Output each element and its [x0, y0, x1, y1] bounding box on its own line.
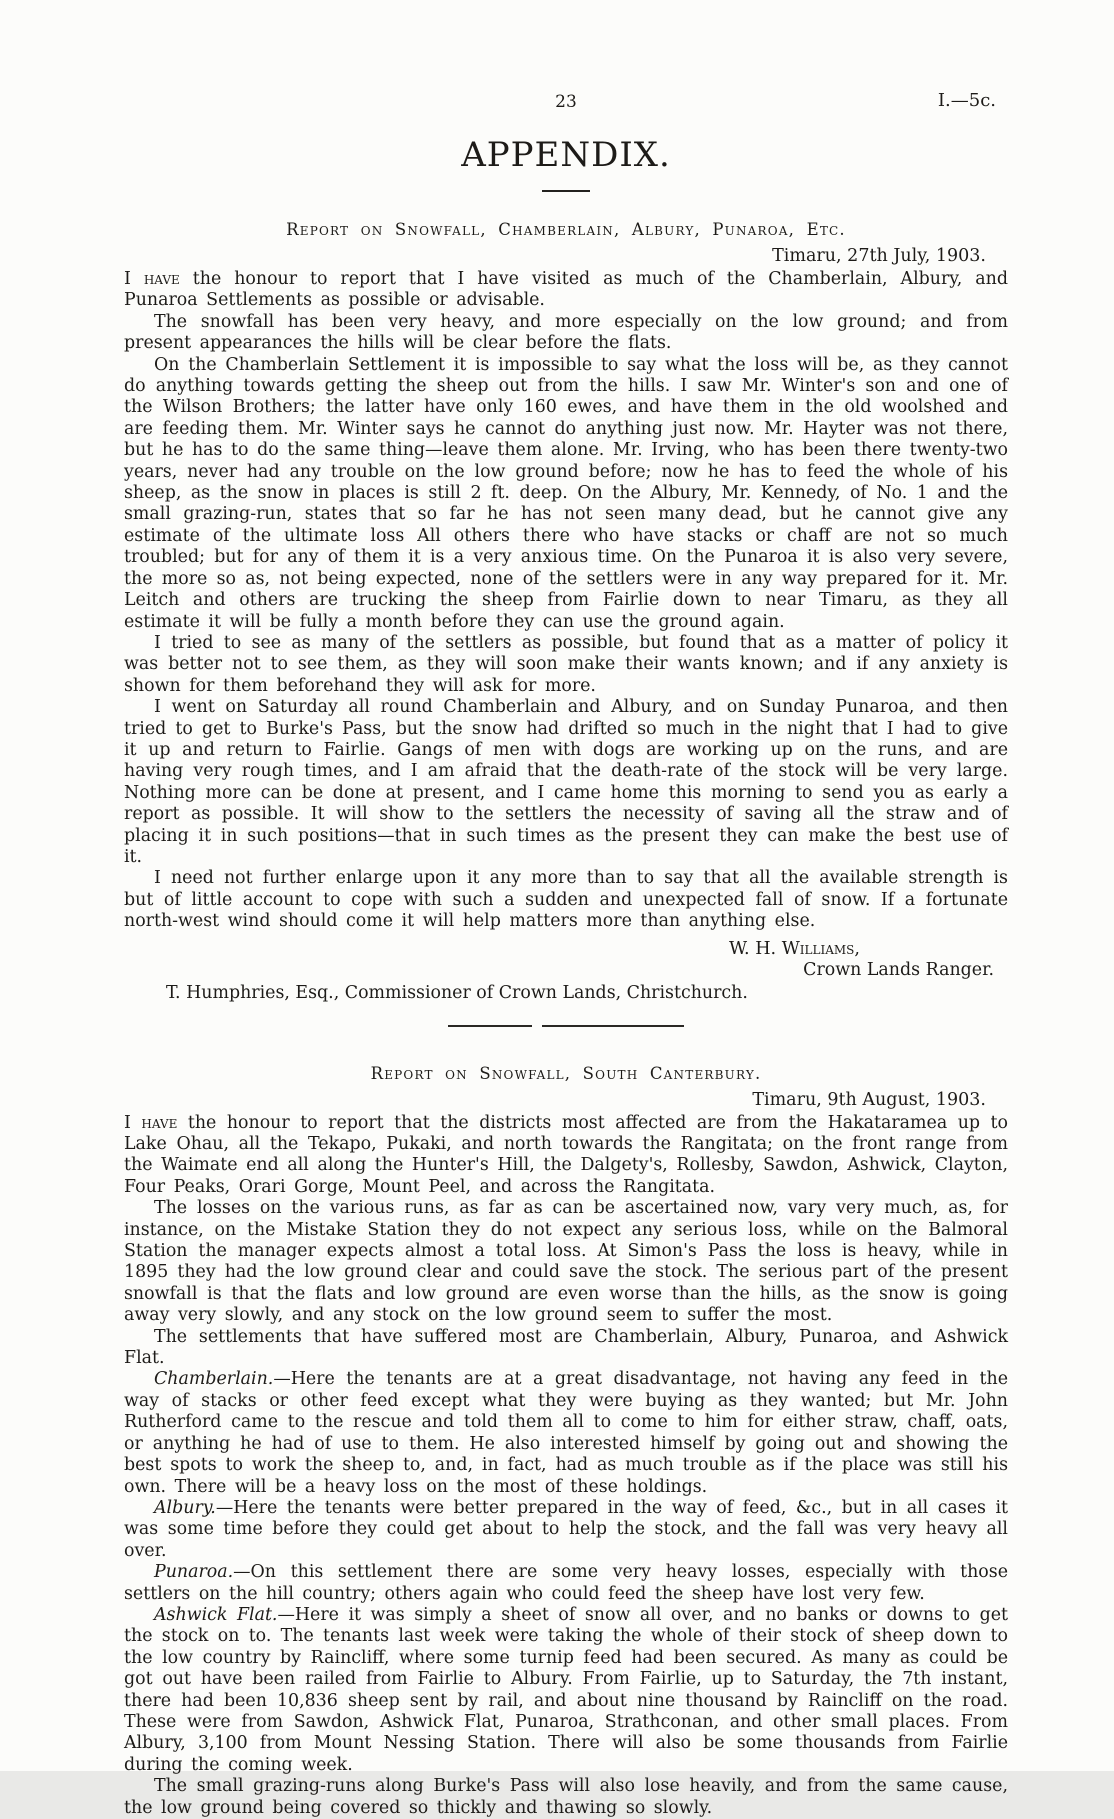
opening-phrase: I have [124, 1112, 178, 1133]
settlement-name: Punaroa. [154, 1562, 234, 1583]
appendix-title: APPENDIX. [461, 135, 671, 175]
paragraph: I need not further enlarge upon it any more than to say that all the available strength is but of little account to cope with such a sudden and unexpected fall of snow. If a fortunate north-west wind should come it will help matters more than anything else. [124, 868, 1008, 932]
title-rule [542, 190, 590, 192]
report-snowfall-south-canterbury [124, 1064, 1008, 1819]
signature-title: Crown Lands Ranger. [803, 959, 994, 980]
dateline: Timaru, 27th July, 1903. [772, 246, 986, 266]
paragraph: I have the honour to report that the districts most affected are from the Hakataramea up to Lake Ohau, all the Tekapo, Pukaki, and north towards the Rangitata; on the front range from the Waimate end all along the Hunter's Hill, the Dalgety's, Rollesby, Sawdon, Ashwick, Clayton, Four Peaks, Orari Gorge, Mount Peel, and across the Rangitata. [124, 1112, 1009, 1197]
opening-phrase: I have [124, 269, 180, 289]
paragraph: I went on Saturday all round Chamberlain and Albury, and on Sunday Punaroa, and then tried to get to Burke's Pass, but the snow had drifted so much in the night that I had to give it up and return to Fairlie. Gangs of men with dogs are working up on the runs, and are having very rough times, and I am afraid that the death-rate of the stock will be very large. Nothing more can be done at present, and I came home this morning to send you as early a report as possible. It will show to the settlers the necessity of saving all the straw and of placing it in such positions—that in such times as the present they can make the best use of it. [124, 697, 1008, 867]
paragraph: The settlements that have suffered most are Chamberlain, Albury, Punaroa, and Ashwick Flat. [124, 1326, 1008, 1369]
paragraph: I tried to see as many of the settlers as possible, but found that as a matter of policy it was better not to see them, as they will soon make their wants known; and if any anxiety is shown for them beforehand they will ask for more. [124, 632, 1008, 696]
document-reference: I.—5c. [937, 90, 996, 111]
signature-name: W. H. Williams, [729, 938, 860, 959]
paragraph: On the Chamberlain Settlement it is impossible to say what the loss will be, as they cannot do anything towards getting the sheep out from the hills. I saw Mr. Winter's son and one of the Wilson Brothers; the latter have only 160 ewes, and have them in the old woolshed and are feeding them. Mr. Winter says he cannot do anything just now. Mr. Hayter was not there, but he has to do the same thing—leave them alone. Mr. Irving, who has been there twenty-two years, never had any trouble on the low ground before; now he has to feed the whole of his sheep, as the snow in places is still 2 ft. deep. On the Albury, Mr. Kennedy, of No. 1 and the small grazing-run, states that so far he has not seen many dead, but he cannot give any estimate of the ultimate loss All others there who have stacks or chaff are not so much troubled; but for any of them it is a very anxious time. On the Punaroa it is also very severe, the more so as, not being expected, none of the settlers were in any way prepared for it. Mr. Leitch and others are trucking the sheep from Fairlie down to near Timaru, as they all estimate it will be fully a month before they can use the ground again. [124, 354, 1008, 632]
section-divider [124, 1024, 1008, 1028]
report-heading: Report on Snowfall, Chamberlain, Albury, Punaroa, Etc. [286, 220, 846, 239]
paragraph: Punaroa.—On this settlement there are some very heavy losses, especially with those settlers on the hill country; others again who could feed the sheep have lost very few. [124, 1562, 1008, 1604]
report-heading: Report on Snowfall, South Canterbury. [370, 1063, 762, 1083]
paragraph: Chamberlain.—Here the tenants are at a great disadvantage, not having any feed in the way of stacks or other feed except what they were buying as they wanted; but Mr. John Rutherford came to the rescue and told them all to come to him for either straw, chaff, oats, or anything he had of use to them. He also interested himself by going out and showing the best spots to work the sheep to, and, in fact, had as much trouble as if the place was still his own. There will be a heavy loss on the most of these holdings. [124, 1369, 1008, 1497]
settlement-name: Ashwick Flat. [154, 1604, 278, 1625]
paragraph: I have the honour to report that I have visited as much of the Chamberlain, Albury, and Punaroa Settlements as possible or advisable. [124, 269, 1008, 311]
divider-segment [448, 1025, 532, 1027]
report-body [124, 1113, 1008, 1819]
divider-segment [542, 1025, 684, 1027]
page-number: 23 [555, 92, 577, 112]
paragraph: The losses on the various runs, as far as can be ascertained now, vary very much, as, for instance, on the Mistake Station they do not expect any serious loss, while on the Balmoral Station the manager expects almost a total loss. At Simon's Pass the loss is heavy, while in 1895 they had the low ground clear and could save the stock. The serious part of the present snowfall is that the flats and low ground are even worse than the hills, as the snow is going away very slowly, and any stock on the low ground seem to suffer the most. [124, 1198, 1008, 1326]
page-header [124, 0, 1008, 116]
report-body [124, 269, 1008, 933]
settlement-name: Chamberlain. [154, 1369, 274, 1390]
paragraph: The small grazing-runs along Burke's Pass will also lose heavily, and from the same cause, the low ground being covered so thickly and thawing so slowly. [124, 1776, 1008, 1818]
dateline: Timaru, 9th August, 1903. [752, 1089, 986, 1110]
page-content [124, 0, 1008, 1819]
paragraph: Ashwick Flat.—Here it was simply a sheet of snow all over, and no banks or downs to get the stock on to. The tenants last week were taking the whole of their stock of sheep down to the low country by Raincliff, where some turnip feed had been secured. As many as could be got out have been railed from Fairlie to Albury. From Fairlie, up to Saturday, the 7th instant, there had been 10,836 sheep sent by rail, and about nine thousand by Raincliff on the road. These were from Sawdon, Ashwick Flat, Punaroa, Strathconan, and other small places. From Albury, 3,100 from Mount Nessing Station. There will also be some thousands from Fairlie during the coming week. [124, 1604, 1009, 1775]
report-snowfall-chamberlain [124, 220, 1008, 1004]
addressee-line: T. Humphries, Esq., Commissioner of Crown Lands, Christchurch. [166, 982, 748, 1003]
paragraph: The snowfall has been very heavy, and more especially on the low ground; and from present appearances the hills will be clear before the flats. [124, 311, 1008, 354]
settlement-name: Albury. [154, 1497, 216, 1518]
paragraph: Albury.—Here the tenants were better prepared in the way of feed, &c., but in all cases it was some time before they could get about to help the stock, and the fall was very heavy all over. [124, 1497, 1008, 1561]
